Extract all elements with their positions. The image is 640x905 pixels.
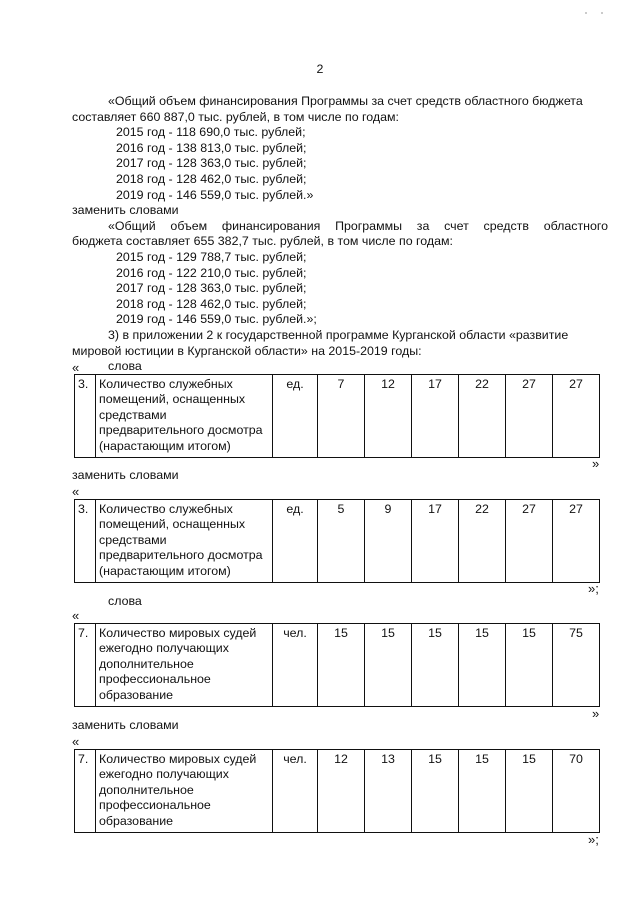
quote-open: «: [72, 484, 80, 499]
value-2017: 15: [412, 624, 459, 707]
intro-year-2015: 2015 год - 118 690,0 тыс. рублей;: [116, 125, 306, 140]
value-2019: 15: [506, 750, 553, 833]
replace-label-3: заменить словами: [72, 718, 179, 732]
value-total: 27: [553, 500, 600, 583]
table-row: [75, 750, 600, 833]
indicator-table-new-7: [74, 749, 600, 833]
quote-close: »: [592, 706, 600, 721]
unit: ед.: [273, 375, 318, 458]
replacement-year-2016: 2016 год - 122 210,0 тыс. рублей;: [116, 265, 307, 280]
indicator-name: Количество служебных помещений, оснащенных средствами предварительного досмотра (нарастающим итогом): [96, 375, 273, 458]
value-2016: 9: [365, 500, 412, 583]
replacement-year-2017: 2017 год - 128 363,0 тыс. рублей;: [116, 281, 307, 296]
indicator-table-new-3: [74, 499, 600, 583]
value-2016: 12: [365, 375, 412, 458]
point3-line-1: 3) в приложении 2 к государственной программе Курганской области «развитие: [108, 327, 569, 342]
replace-label-2: заменить словами: [72, 468, 179, 482]
replacement-year-2018: 2018 год - 128 462,0 тыс. рублей;: [116, 296, 307, 311]
words-label: слова: [108, 359, 142, 374]
table-row: [75, 624, 600, 707]
replace-label: заменить словами: [72, 203, 179, 218]
intro-line-1: «Общий объем финансирования Программы за счет средств областного бюджета: [108, 94, 583, 108]
value-2015: 15: [318, 624, 365, 707]
intro-year-2019: 2019 год - 146 559,0 тыс. рублей.»: [116, 187, 314, 202]
value-2018: 15: [459, 624, 506, 707]
value-2015: 7: [318, 375, 365, 458]
page-number: 2: [316, 62, 324, 76]
scan-speck: [585, 12, 587, 14]
value-total: 70: [553, 750, 600, 833]
value-2016: 13: [365, 750, 412, 833]
intro-line-2: составляет 660 887,0 тыс. рублей, в том числе по годам:: [72, 109, 400, 124]
quote-close-semi: »;: [588, 581, 599, 596]
intro-year-2018: 2018 год - 128 462,0 тыс. рублей;: [116, 171, 307, 186]
row-number: 3.: [75, 375, 96, 458]
value-2019: 15: [506, 624, 553, 707]
unit: чел.: [273, 750, 318, 833]
value-2019: 27: [506, 500, 553, 583]
indicator-name: Количество мировых судей ежегодно получающих дополнительное профессиональное образование: [96, 624, 273, 707]
indicator-table-old-7: [74, 623, 600, 707]
value-2018: 22: [459, 500, 506, 583]
value-2017: 17: [412, 375, 459, 458]
replacement-year-2015: 2015 год - 129 788,7 тыс. рублей;: [116, 249, 307, 264]
row-number: 3.: [75, 500, 96, 583]
intro-paragraph: [72, 94, 608, 375]
quote-open: «: [72, 608, 80, 623]
point3-line-2: мировой юстиции в Курганской области» на 2015-2019 годы:: [72, 343, 422, 358]
scan-speck: [601, 12, 603, 14]
intro-year-2017: 2017 год - 128 363,0 тыс. рублей;: [116, 156, 307, 171]
row-number: 7.: [75, 750, 96, 833]
indicator-name: Количество служебных помещений, оснащенных средствами предварительного досмотра (нарастающим итогом): [96, 500, 273, 583]
indicator-name: Количество мировых судей ежегодно получающих дополнительное профессиональное образование: [96, 750, 273, 833]
value-2017: 17: [412, 500, 459, 583]
value-total: 75: [553, 624, 600, 707]
value-total: 27: [553, 375, 600, 458]
value-2017: 15: [412, 750, 459, 833]
table-row: [75, 500, 600, 583]
quote-open: «: [72, 734, 80, 749]
replacement-year-2019: 2019 год - 146 559,0 тыс. рублей.»;: [116, 312, 317, 327]
quote-close: »: [592, 456, 600, 471]
value-2019: 27: [506, 375, 553, 458]
value-2018: 22: [459, 375, 506, 458]
quote-open: «: [72, 360, 80, 375]
unit: чел.: [273, 624, 318, 707]
table-row: [75, 375, 600, 458]
replacement-line-1: «Общий объем финансирования Программы за счет средств областного: [108, 218, 608, 233]
value-2015: 5: [318, 500, 365, 583]
words-label-2: слова: [108, 594, 142, 608]
value-2016: 15: [365, 624, 412, 707]
unit: ед.: [273, 500, 318, 583]
indicator-table-old-3: [74, 374, 600, 458]
value-2018: 15: [459, 750, 506, 833]
row-number: 7.: [75, 624, 96, 707]
quote-close-semi: »;: [588, 832, 599, 847]
replacement-line-2: бюджета составляет 655 382,7 тыс. рублей, в том числе по годам:: [72, 234, 453, 249]
intro-year-2016: 2016 год - 138 813,0 тыс. рублей;: [116, 140, 307, 155]
value-2015: 12: [318, 750, 365, 833]
